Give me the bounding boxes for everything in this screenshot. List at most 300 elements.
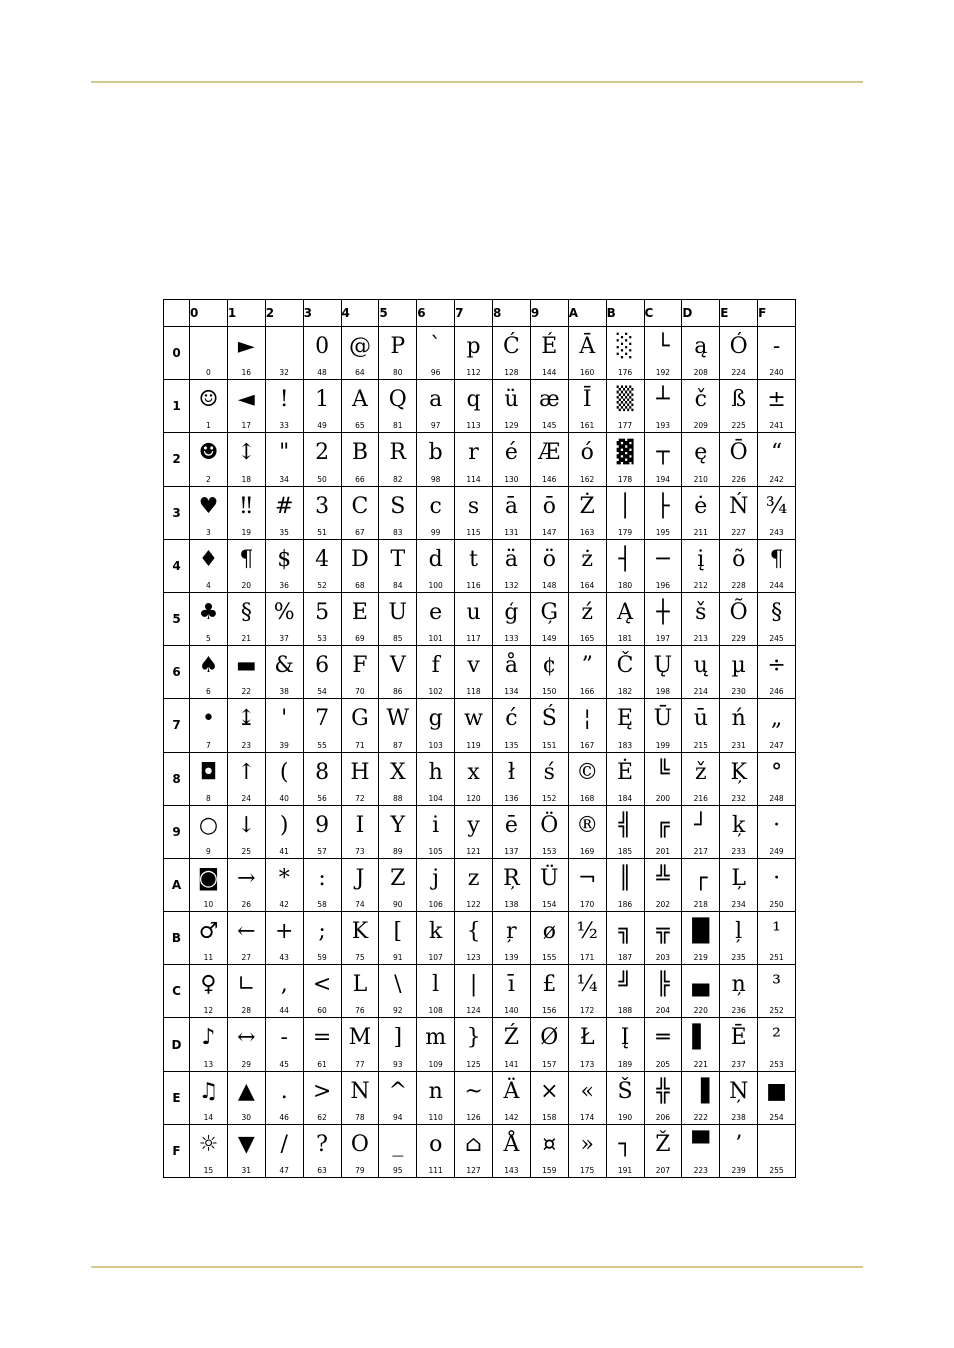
char-cell: [606, 752, 644, 805]
char-code: 136: [504, 793, 519, 803]
char-glyph: Ü: [540, 865, 559, 891]
char-cell: [455, 1071, 493, 1124]
char-glyph: →: [237, 865, 256, 891]
char-cell: [644, 1071, 682, 1124]
char-cell: [606, 858, 644, 911]
char-code: 47: [279, 1166, 289, 1175]
table-row: [164, 805, 796, 858]
char-code: 152: [542, 793, 557, 803]
char-glyph: &: [274, 653, 294, 679]
char-cell: [606, 380, 644, 433]
char-glyph: Ņ: [729, 1078, 749, 1104]
char-code: 157: [542, 1059, 557, 1069]
char-glyph: ą: [694, 334, 708, 359]
char-cell: [265, 1124, 303, 1177]
char-cell: [455, 1018, 493, 1071]
char-code: 194: [655, 474, 671, 484]
char-code: 116: [466, 580, 481, 590]
char-cell: [227, 699, 265, 752]
char-glyph: ┬: [656, 440, 670, 466]
char-glyph: │: [618, 493, 632, 519]
char-code: 31: [241, 1166, 252, 1175]
char-code: 182: [617, 687, 633, 697]
char-cell: [303, 327, 341, 380]
char-cell: [606, 327, 644, 380]
char-code: 120: [466, 793, 481, 803]
char-code: 109: [428, 1059, 443, 1069]
char-code: 235: [731, 953, 746, 963]
char-cell: [493, 592, 531, 645]
char-code: 161: [580, 421, 595, 431]
char-code: 126: [466, 1112, 481, 1122]
char-cell: [644, 539, 682, 592]
column-header: E: [720, 300, 758, 327]
char-glyph: °: [771, 759, 783, 785]
char-glyph: T: [390, 546, 406, 572]
char-cell: [682, 965, 720, 1018]
char-cell: [303, 965, 341, 1018]
char-cell: [493, 912, 531, 965]
char-cell: [682, 1124, 720, 1177]
char-cell: [303, 646, 341, 699]
char-cell: [606, 805, 644, 858]
char-glyph: G: [351, 706, 369, 732]
char-code: 255: [769, 1166, 784, 1175]
char-code: 191: [617, 1166, 633, 1175]
char-glyph: x: [467, 759, 480, 785]
char-glyph: =: [312, 1025, 332, 1051]
char-glyph: Ž: [655, 1131, 671, 1157]
char-glyph: u: [466, 599, 481, 625]
char-code: 141: [504, 1059, 519, 1069]
char-glyph: ╝: [618, 972, 632, 998]
char-code: 224: [731, 368, 746, 378]
char-cell: [682, 646, 720, 699]
char-code: 38: [279, 687, 289, 697]
char-code: 103: [428, 740, 443, 750]
char-glyph: ▌: [692, 1025, 710, 1051]
char-cell: [644, 380, 682, 433]
char-glyph: Q: [388, 387, 407, 413]
char-glyph: p: [466, 334, 481, 359]
char-code: 164: [580, 580, 595, 590]
char-cell: [265, 805, 303, 858]
char-cell: [493, 433, 531, 486]
char-cell: [758, 539, 796, 592]
char-cell: [720, 539, 758, 592]
char-cell: [644, 433, 682, 486]
char-code: 76: [355, 1006, 365, 1016]
char-code: 239: [731, 1166, 746, 1175]
char-code: 22: [241, 687, 252, 697]
char-glyph: Ä: [503, 1078, 520, 1104]
char-cell: [190, 380, 228, 433]
char-cell: [530, 965, 568, 1018]
char-cell: [493, 965, 531, 1018]
char-glyph: Æ: [538, 440, 561, 466]
row-header: F: [164, 1124, 190, 1177]
char-code: 63: [317, 1166, 327, 1175]
column-header: F: [758, 300, 796, 327]
char-code: 53: [317, 634, 327, 644]
char-code: 119: [466, 740, 481, 750]
char-glyph: :: [318, 865, 326, 891]
table-row: [164, 433, 796, 486]
char-glyph: ¶: [239, 546, 254, 572]
char-glyph: ▬: [235, 653, 257, 679]
char-cell: [379, 539, 417, 592]
char-code: 60: [317, 1006, 327, 1016]
char-cell: [530, 327, 568, 380]
char-glyph: Į: [620, 1025, 630, 1051]
char-glyph: š: [695, 599, 707, 625]
char-code: 251: [769, 953, 784, 963]
table-row: [164, 752, 796, 805]
char-code: 27: [241, 953, 252, 963]
char-glyph: æ: [538, 387, 560, 413]
char-glyph: 5: [315, 599, 330, 625]
char-cell: [493, 858, 531, 911]
char-cell: [493, 646, 531, 699]
char-code: 244: [769, 580, 784, 590]
char-glyph: Y: [390, 812, 406, 838]
char-code: 210: [693, 474, 708, 484]
table-row: [164, 592, 796, 645]
char-code: 23: [241, 740, 252, 750]
char-cell: [493, 752, 531, 805]
char-cell: [606, 965, 644, 1018]
char-code: 62: [317, 1112, 327, 1122]
char-cell: [227, 1018, 265, 1071]
char-cell: [303, 1071, 341, 1124]
char-cell: [190, 752, 228, 805]
char-cell: [568, 539, 606, 592]
char-glyph: {: [466, 919, 481, 945]
char-cell: [758, 752, 796, 805]
char-code: 133: [504, 634, 519, 644]
char-code: 14: [203, 1112, 214, 1122]
char-code: 91: [393, 953, 403, 963]
char-glyph: 1: [315, 387, 330, 413]
table-row: [164, 1071, 796, 1124]
char-glyph: ): [279, 812, 289, 838]
char-code: 128: [504, 368, 519, 378]
column-header: 8: [493, 300, 531, 327]
char-cell: [265, 1018, 303, 1071]
char-code: 125: [466, 1059, 481, 1069]
char-glyph: !: [279, 387, 289, 413]
corner-cell: [164, 300, 190, 327]
char-cell: [720, 1124, 758, 1177]
char-code: 213: [693, 634, 708, 644]
char-glyph: %: [273, 599, 295, 625]
char-cell: [682, 912, 720, 965]
char-glyph: V: [389, 653, 406, 679]
char-code: 159: [542, 1166, 557, 1175]
char-cell: [530, 699, 568, 752]
char-glyph: É: [541, 334, 558, 359]
char-code: 5: [206, 634, 211, 644]
char-code: 246: [769, 687, 784, 697]
char-cell: [644, 965, 682, 1018]
char-glyph: ♪: [201, 1025, 216, 1051]
char-cell: [606, 1124, 644, 1177]
char-code: 233: [731, 846, 746, 856]
char-code: 25: [241, 846, 252, 856]
char-cell: [227, 965, 265, 1018]
char-code: 37: [279, 634, 289, 644]
char-cell: [379, 1124, 417, 1177]
char-glyph: o: [429, 1131, 443, 1157]
char-code: 43: [279, 953, 289, 963]
char-glyph: ¦: [583, 706, 591, 732]
char-code: 121: [466, 846, 481, 856]
char-code: 142: [504, 1112, 519, 1122]
char-code: 20: [241, 580, 252, 590]
char-code: 184: [617, 793, 633, 803]
char-glyph: [: [393, 919, 403, 945]
char-glyph: C: [351, 493, 369, 519]
char-glyph: ź: [581, 599, 593, 625]
char-cell: [379, 486, 417, 539]
char-cell: [682, 858, 720, 911]
char-glyph: č: [694, 387, 707, 413]
table-row: [164, 486, 796, 539]
char-glyph: ī: [507, 972, 515, 998]
char-cell: [493, 539, 531, 592]
char-glyph: d: [428, 546, 443, 572]
char-code: 178: [617, 474, 633, 484]
char-code: 17: [241, 421, 252, 431]
char-code: 45: [279, 1059, 289, 1069]
char-glyph: 0: [315, 334, 330, 359]
char-glyph: ┐: [618, 1131, 632, 1157]
char-code: 206: [655, 1112, 671, 1122]
char-code: 212: [693, 580, 708, 590]
char-code: 90: [393, 900, 403, 910]
char-code: 143: [504, 1166, 519, 1175]
char-glyph: ╗: [618, 919, 632, 945]
char-code: 247: [769, 740, 784, 750]
char-cell: [644, 1018, 682, 1071]
char-cell: [379, 646, 417, 699]
char-cell: [758, 805, 796, 858]
char-code: 175: [580, 1166, 595, 1175]
char-cell: [530, 433, 568, 486]
char-code: 80: [393, 368, 403, 378]
char-cell: [455, 380, 493, 433]
char-code: 66: [355, 474, 365, 484]
row-header: A: [164, 858, 190, 911]
char-code: 187: [617, 953, 633, 963]
char-glyph: -: [772, 334, 781, 359]
char-code: 195: [655, 527, 671, 537]
char-cell: [227, 1124, 265, 1177]
char-code: 202: [655, 900, 671, 910]
char-code: 238: [731, 1112, 746, 1122]
char-cell: [303, 805, 341, 858]
char-code: 148: [542, 580, 557, 590]
char-code: 221: [693, 1059, 708, 1069]
char-code: 18: [241, 474, 252, 484]
row-header: 7: [164, 699, 190, 752]
char-code: 110: [428, 1112, 443, 1122]
char-glyph: ┼: [656, 599, 670, 625]
char-cell: [341, 752, 379, 805]
table-row: [164, 327, 796, 380]
char-glyph: k: [429, 919, 443, 945]
column-header: 2: [265, 300, 303, 327]
char-code: 61: [317, 1059, 327, 1069]
char-cell: [190, 1124, 228, 1177]
char-glyph: Õ: [729, 599, 748, 625]
char-code: 151: [542, 740, 557, 750]
char-code: 242: [769, 474, 784, 484]
char-code: 13: [203, 1059, 214, 1069]
char-cell: [758, 592, 796, 645]
char-code: 67: [355, 527, 365, 537]
char-cell: [265, 486, 303, 539]
char-glyph: Ė: [617, 759, 634, 785]
char-glyph: w: [464, 706, 483, 732]
char-glyph: r: [468, 440, 479, 466]
char-cell: [190, 965, 228, 1018]
char-code: 155: [542, 953, 557, 963]
char-cell: [341, 592, 379, 645]
char-glyph: <: [312, 972, 332, 998]
char-cell: [265, 965, 303, 1018]
char-cell: [190, 858, 228, 911]
char-glyph: å: [504, 653, 518, 679]
char-glyph: v: [467, 653, 480, 679]
char-glyph: ć: [505, 706, 518, 732]
char-cell: [190, 912, 228, 965]
char-code: 97: [430, 421, 441, 431]
char-code: 200: [655, 793, 671, 803]
char-cell: [455, 539, 493, 592]
char-code: 248: [769, 793, 784, 803]
char-glyph: Ź: [503, 1025, 520, 1051]
char-glyph: M: [348, 1025, 372, 1051]
char-glyph: X: [389, 759, 406, 785]
char-glyph: ↑: [237, 759, 256, 785]
char-code: 93: [393, 1059, 403, 1069]
char-glyph: Ū: [653, 706, 673, 732]
char-code: 132: [504, 580, 519, 590]
char-code: 227: [731, 527, 746, 537]
char-cell: [417, 327, 455, 380]
char-code: 199: [655, 740, 671, 750]
char-code: 69: [355, 634, 365, 644]
char-code: 78: [355, 1112, 365, 1122]
char-code: 254: [769, 1112, 784, 1122]
char-glyph: i: [432, 812, 440, 838]
char-glyph: E: [351, 599, 368, 625]
char-cell: [530, 1018, 568, 1071]
char-glyph: ³: [772, 972, 781, 998]
char-glyph: ⌂: [465, 1131, 482, 1157]
char-cell: [455, 1124, 493, 1177]
char-cell: [568, 380, 606, 433]
row-header: 3: [164, 486, 190, 539]
char-glyph: 2: [315, 440, 330, 466]
char-cell: [644, 912, 682, 965]
char-code: 49: [317, 421, 327, 431]
char-code: 112: [466, 368, 481, 378]
char-code: 36: [279, 580, 289, 590]
char-cell: [379, 699, 417, 752]
char-glyph: ┤: [618, 546, 632, 572]
char-glyph: J: [355, 865, 365, 891]
char-glyph: Ķ: [730, 759, 747, 785]
char-glyph: Š: [617, 1078, 633, 1104]
char-code: 220: [693, 1006, 708, 1016]
char-code: 168: [580, 793, 595, 803]
char-code: 204: [655, 1006, 671, 1016]
char-glyph: B: [351, 440, 369, 466]
char-code: 58: [317, 900, 327, 910]
char-glyph: m: [425, 1025, 447, 1051]
char-glyph: ▒: [616, 387, 634, 413]
char-glyph: Å: [503, 1131, 520, 1157]
char-code: 138: [504, 900, 519, 910]
char-cell: [758, 327, 796, 380]
char-cell: [644, 752, 682, 805]
char-cell: [341, 912, 379, 965]
char-glyph: ╠: [656, 972, 670, 998]
char-code: 41: [279, 846, 289, 856]
char-code: 3: [206, 527, 211, 537]
char-glyph: ,: [280, 972, 288, 998]
char-cell: [379, 327, 417, 380]
char-cell: [606, 486, 644, 539]
char-glyph: ╦: [656, 919, 670, 945]
char-code: 107: [428, 953, 443, 963]
char-code: 114: [466, 474, 481, 484]
char-glyph: Ŗ: [503, 865, 520, 891]
char-glyph: ▼: [237, 1131, 255, 1157]
char-glyph: b: [428, 440, 443, 466]
char-cell: [455, 433, 493, 486]
column-header: B: [606, 300, 644, 327]
char-code: 64: [355, 368, 365, 378]
char-glyph: 6: [315, 653, 330, 679]
char-cell: [644, 592, 682, 645]
char-code: 166: [580, 687, 595, 697]
char-glyph: a: [429, 387, 443, 413]
char-cell: [568, 965, 606, 1018]
char-cell: [455, 752, 493, 805]
char-cell: [720, 486, 758, 539]
column-header-row: [164, 300, 796, 327]
char-cell: [417, 752, 455, 805]
char-code: 146: [542, 474, 557, 484]
row-header: E: [164, 1071, 190, 1124]
char-cell: [568, 752, 606, 805]
char-code: 99: [430, 527, 441, 537]
char-cell: [530, 1071, 568, 1124]
char-code: 83: [393, 527, 403, 537]
char-glyph: ◄: [237, 387, 255, 413]
char-glyph: Ģ: [540, 599, 559, 625]
char-code: 55: [317, 740, 327, 750]
char-cell: [303, 1124, 341, 1177]
char-glyph: ↓: [237, 812, 256, 838]
char-glyph: “: [770, 440, 783, 466]
char-cell: [493, 486, 531, 539]
char-cell: [455, 327, 493, 380]
char-code: 123: [466, 953, 481, 963]
